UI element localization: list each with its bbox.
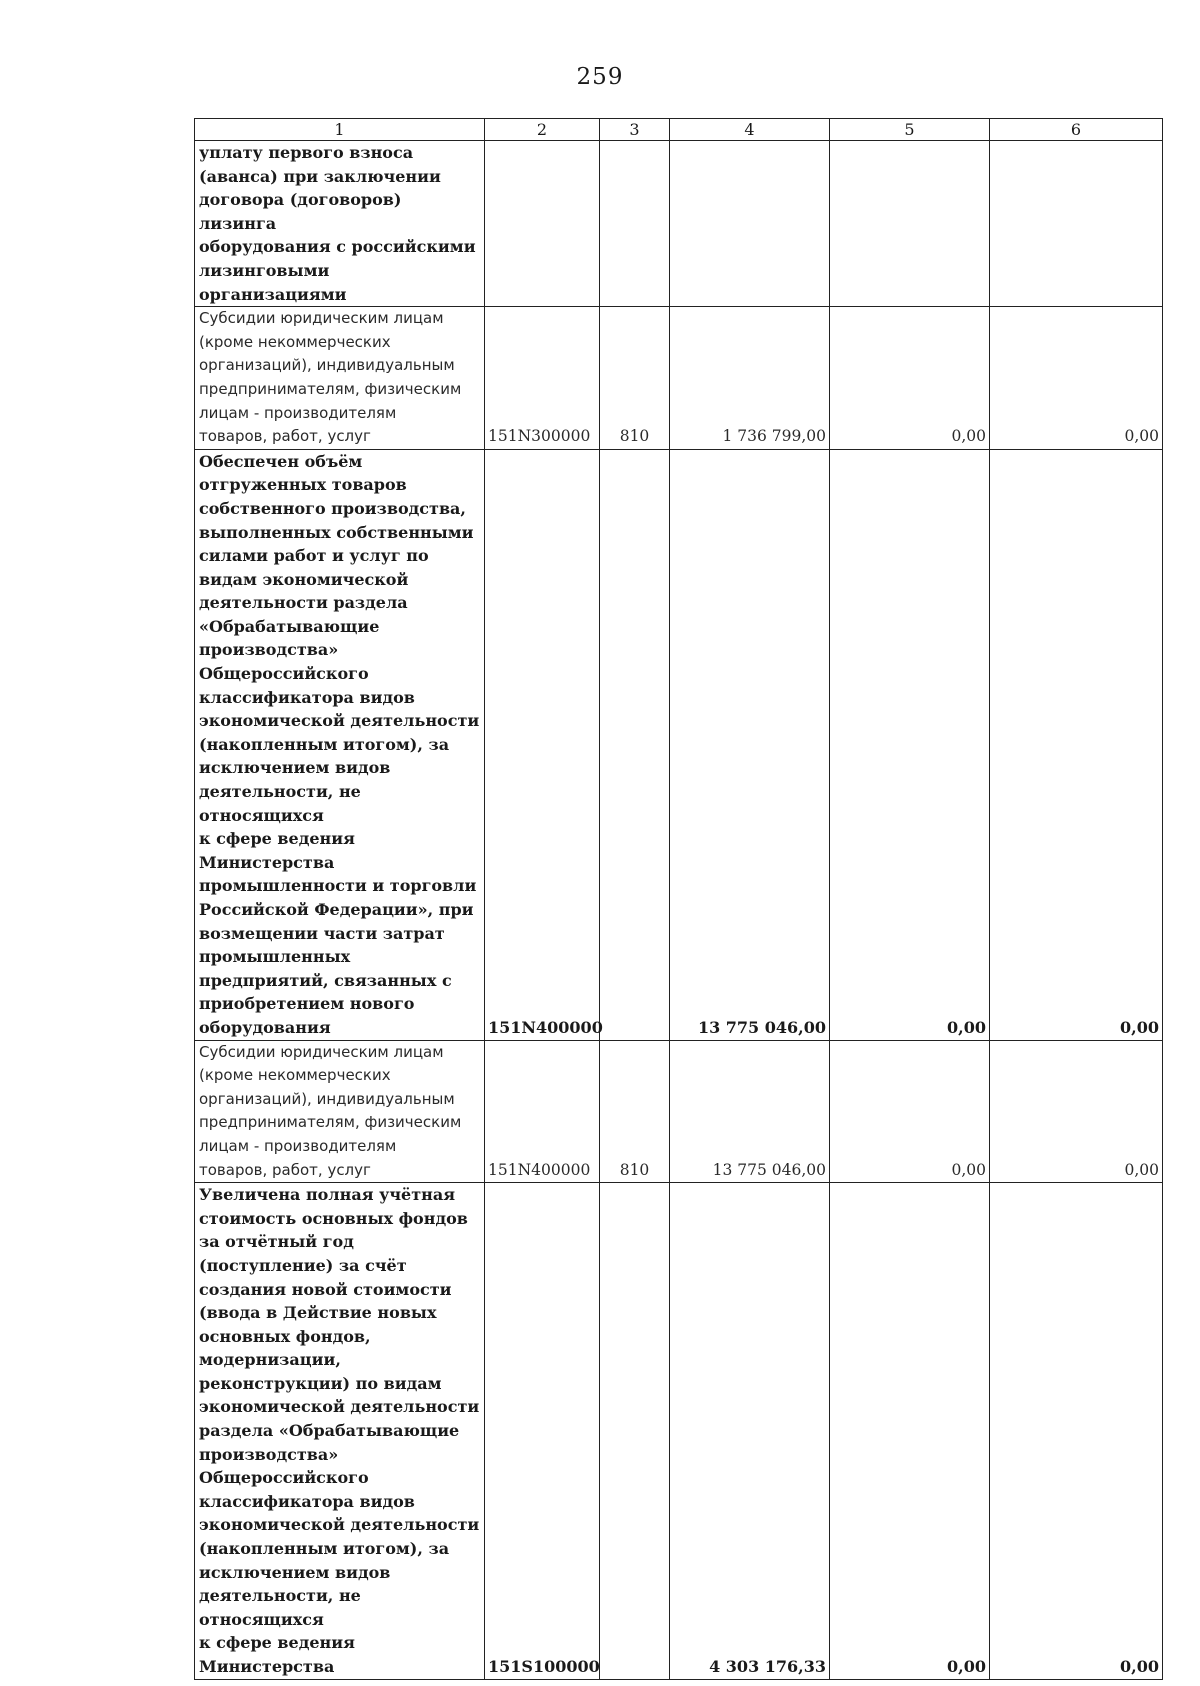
expense-type-cell — [600, 141, 670, 307]
header-col-3: 3 — [600, 119, 670, 141]
description-cell: Субсидии юридическим лицам (кроме некоммерческих организаций), индивидуальным предпринимателям, физическим лицам - производителям товаров, работ, услуг — [195, 307, 485, 450]
amount-col-5-cell — [830, 141, 990, 307]
amount-col-4-cell: 13 775 046,00 — [670, 1040, 830, 1183]
target-code-cell: 151N400000 — [485, 449, 600, 1040]
amount-col-6-cell: 0,00 — [990, 449, 1163, 1040]
target-code-cell: 151S100000 — [485, 1183, 600, 1679]
amount-col-5-cell: 0,00 — [830, 307, 990, 450]
description-cell: Увеличена полная учётная стоимость основных фондов за отчётный год (поступление) за счёт создания новой стоимости (ввода в Действие новых основных фондов, модернизации, реконструкции) по видам экономической деятельности раздела «Обрабатывающие производства» Общероссийского классификатора видов экономической деятельности (накопленным итогом), за исключением видов деятельности, не относящихся к сфере ведения Министерства — [195, 1183, 485, 1679]
target-code-cell — [485, 141, 600, 307]
amount-col-5-cell: 0,00 — [830, 449, 990, 1040]
expense-type-cell — [600, 1183, 670, 1679]
table-row — [195, 1040, 1163, 1183]
description-cell: Обеспечен объём отгруженных товаров собственного производства, выполненных собственными силами работ и услуг по видам экономической деятельности раздела «Обрабатывающие производства» Общероссийского классификатора видов экономической деятельности (накопленным итогом), за исключением видов деятельности, не относящихся к сфере ведения Министерства промышленности и торговли Российской Федерации», при возмещении части затрат промышленных предприятий, связанных с приобретением нового оборудования — [195, 449, 485, 1040]
expense-type-cell: 810 — [600, 1040, 670, 1183]
amount-col-6-cell: 0,00 — [990, 1183, 1163, 1679]
amount-col-4-cell — [670, 141, 830, 307]
amount-col-5-cell: 0,00 — [830, 1183, 990, 1679]
table-row — [195, 1183, 1163, 1679]
header-col-2: 2 — [485, 119, 600, 141]
header-row — [195, 119, 1163, 141]
table-row — [195, 141, 1163, 307]
expense-type-cell — [600, 449, 670, 1040]
budget-table — [194, 118, 1163, 1680]
table-row — [195, 449, 1163, 1040]
description-cell: Субсидии юридическим лицам (кроме некоммерческих организаций), индивидуальным предпринимателям, физическим лицам - производителям товаров, работ, услуг — [195, 1040, 485, 1183]
amount-col-6-cell: 0,00 — [990, 307, 1163, 450]
target-code-cell: 151N400000 — [485, 1040, 600, 1183]
header-col-4: 4 — [670, 119, 830, 141]
amount-col-4-cell: 1 736 799,00 — [670, 307, 830, 450]
amount-col-6-cell: 0,00 — [990, 1040, 1163, 1183]
amount-col-5-cell: 0,00 — [830, 1040, 990, 1183]
description-cell: уплату первого взноса (аванса) при заключении договора (договоров) лизинга оборудования с российскими лизинговыми организациями — [195, 141, 485, 307]
table-row — [195, 307, 1163, 450]
page-number: 259 — [576, 64, 624, 90]
amount-col-4-cell: 13 775 046,00 — [670, 449, 830, 1040]
header-col-6: 6 — [990, 119, 1163, 141]
amount-col-4-cell: 4 303 176,33 — [670, 1183, 830, 1679]
amount-col-6-cell — [990, 141, 1163, 307]
target-code-cell: 151N300000 — [485, 307, 600, 450]
expense-type-cell: 810 — [600, 307, 670, 450]
header-col-5: 5 — [830, 119, 990, 141]
header-col-1: 1 — [195, 119, 485, 141]
